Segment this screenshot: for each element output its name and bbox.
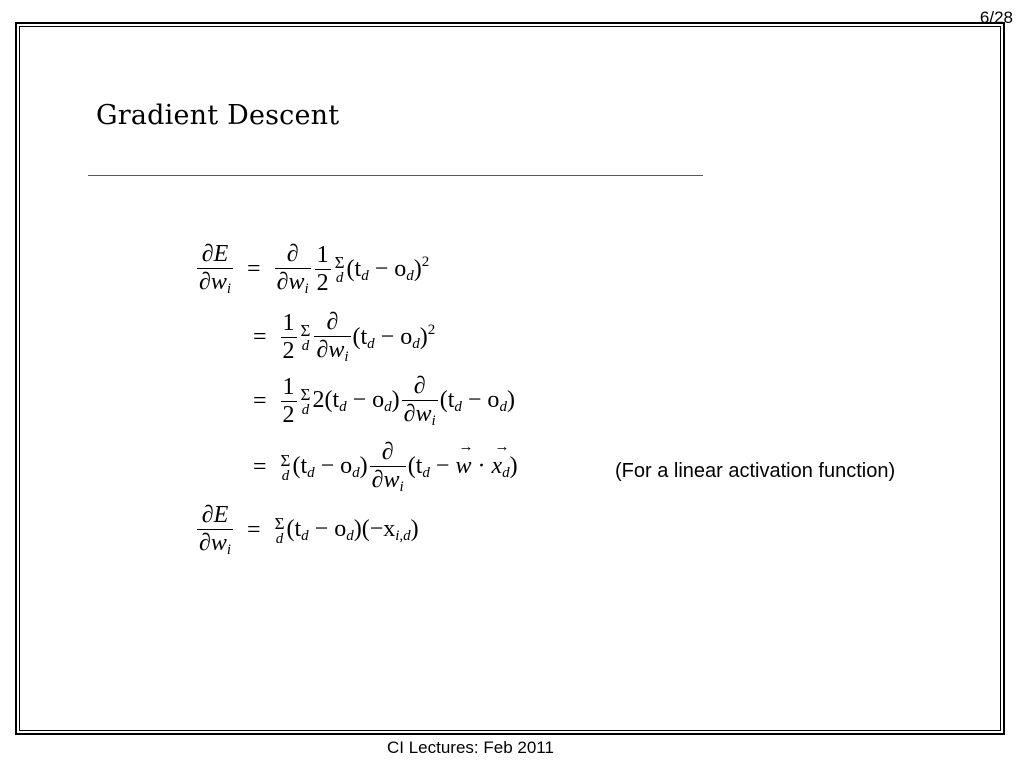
equation-line-3 (253, 374, 515, 430)
partial-operator: $\frac{\partial}{\partial w_i}$ (276, 241, 309, 298)
half-fraction: $\frac{1}{2}$ (282, 310, 295, 365)
partial-operator: $\frac{\partial}{\partial w_i}$ (371, 439, 404, 496)
equals-sign: = (253, 388, 267, 415)
equals-sign: = (253, 324, 267, 351)
error-term: $(t_d - o_d)$ (292, 453, 368, 482)
equation-line-1 (195, 242, 429, 298)
half-fraction: $\frac{1}{2}$ (316, 242, 329, 297)
partial-e-fraction: $\frac{\partial E}{\partial w_i}$ (199, 502, 232, 559)
partial-operator: $\frac{\partial}{\partial w_i}$ (403, 373, 436, 430)
sum-symbol: Σ d (274, 513, 285, 547)
page-number: 6/28 (979, 8, 1013, 27)
title-underline (88, 175, 703, 176)
equation-line-5 (195, 503, 419, 559)
equals-sign: = (247, 517, 261, 544)
linear-unit-term: ($t_d$ − → w · → $x_d$) (408, 453, 518, 482)
slide-title: Gradient Descent (96, 100, 340, 131)
half-fraction: $\frac{1}{2}$ (282, 374, 295, 429)
gradient-result-term: $(t_d - o_d)(-x_{i,d})$ (286, 516, 419, 545)
sum-symbol: Σ d (334, 252, 345, 286)
linear-activation-note: (For a linear activation function) (615, 460, 896, 482)
chain-factor: $2(t_d - o_d)$ (312, 387, 400, 416)
error-term: $(t_d - o_d)$ (439, 387, 515, 416)
equals-sign: = (247, 256, 261, 283)
sum-symbol: Σ d (280, 450, 291, 484)
equals-sign: = (253, 454, 267, 481)
sum-symbol: Σ d (300, 320, 311, 354)
equation-line-4 (253, 440, 518, 496)
partial-e-fraction: $\frac{\partial E}{\partial w_i}$ (199, 241, 232, 298)
error-term: $(t_d - o_d)^2$ (352, 322, 436, 353)
sum-symbol: Σ d (300, 384, 311, 418)
equation-line-2 (253, 310, 435, 366)
error-term: $(t_d - o_d)^2$ (346, 254, 430, 285)
slide-footer: CI Lectures: Feb 2011 (387, 738, 554, 757)
partial-operator: $\frac{\partial}{\partial w_i}$ (316, 309, 349, 366)
